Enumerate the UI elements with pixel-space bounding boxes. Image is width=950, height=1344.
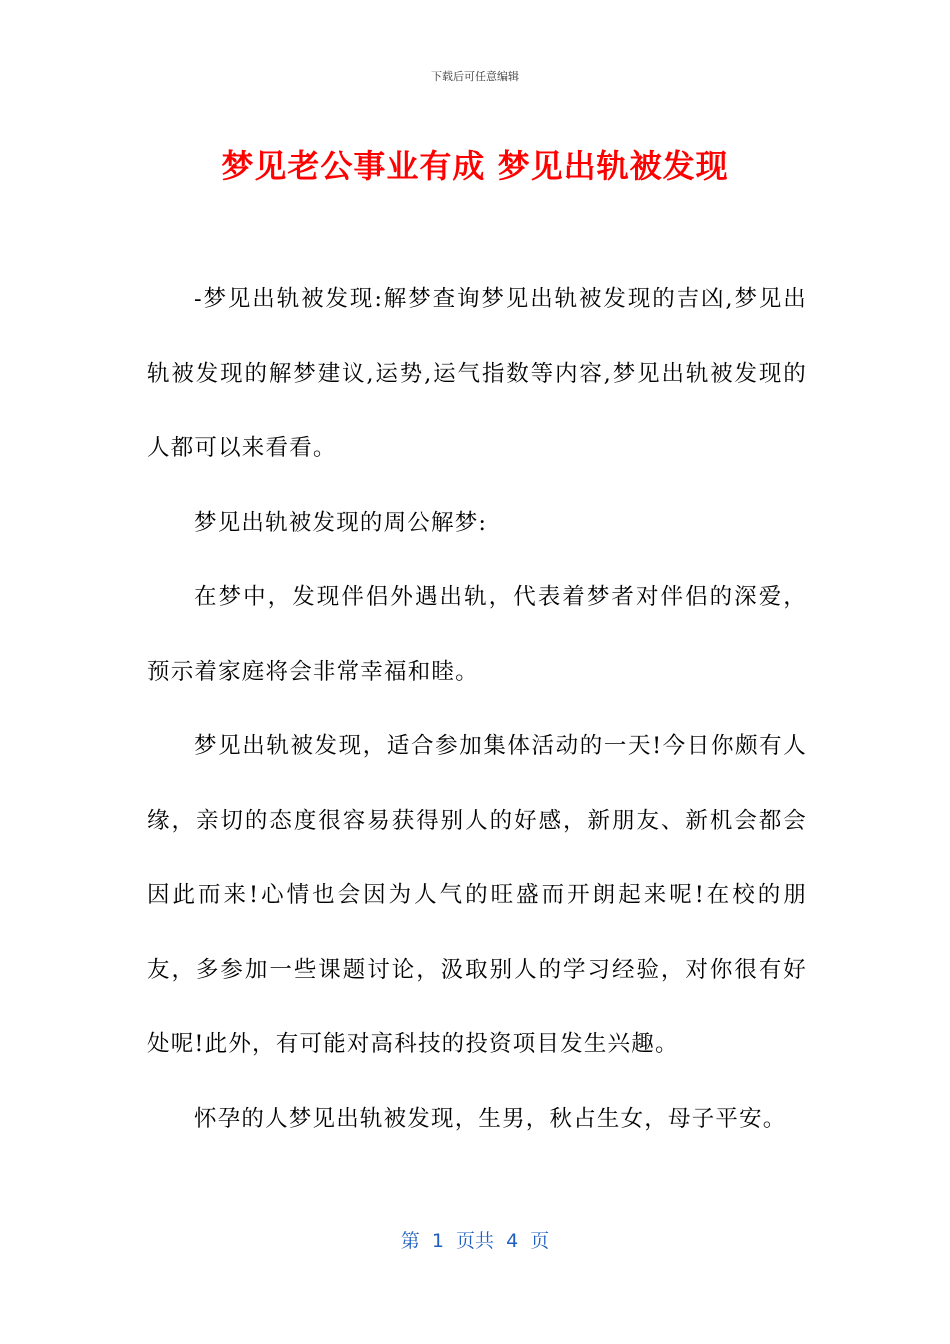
paragraph-pregnancy: 怀孕的人梦见出轨被发现，生男，秋占生女，母子平安。 <box>194 1105 787 1132</box>
document-title: 梦见老公事业有成 梦见出轨被发现 <box>221 147 729 185</box>
header-note: 下载后可任意编辑 <box>431 70 519 83</box>
paragraph-fortune: 梦见出轨被发现，适合参加集体活动的一天!今日你颇有人缘，亲切的态度很容易获得别人的好感，新朋友、新机会都会因此而来!心情也会因为人气的旺盛而开朗起来呢!在校的朋友，多参加一些课题讨论，汲取别人的学习经验，对你很有好处呢!此外，有可能对高科技的投资项目发生兴趣。 <box>147 733 807 1057</box>
page-number-footer: 第 1 页共 4 页 <box>400 1230 550 1252</box>
paragraph-intro: -梦见出轨被发现:解梦查询梦见出轨被发现的吉凶,梦见出轨被发现的解梦建议,运势,运气指数等内容,梦见出轨被发现的人都可以来看看。 <box>147 286 807 461</box>
document-body <box>147 262 807 1156</box>
paragraph-dream-meaning: 在梦中，发现伴侣外遇出轨，代表着梦者对伴侣的深爱，预示着家庭将会非常幸福和睦。 <box>147 584 807 685</box>
paragraph-zhougong-heading: 梦见出轨被发现的周公解梦: <box>194 509 488 536</box>
